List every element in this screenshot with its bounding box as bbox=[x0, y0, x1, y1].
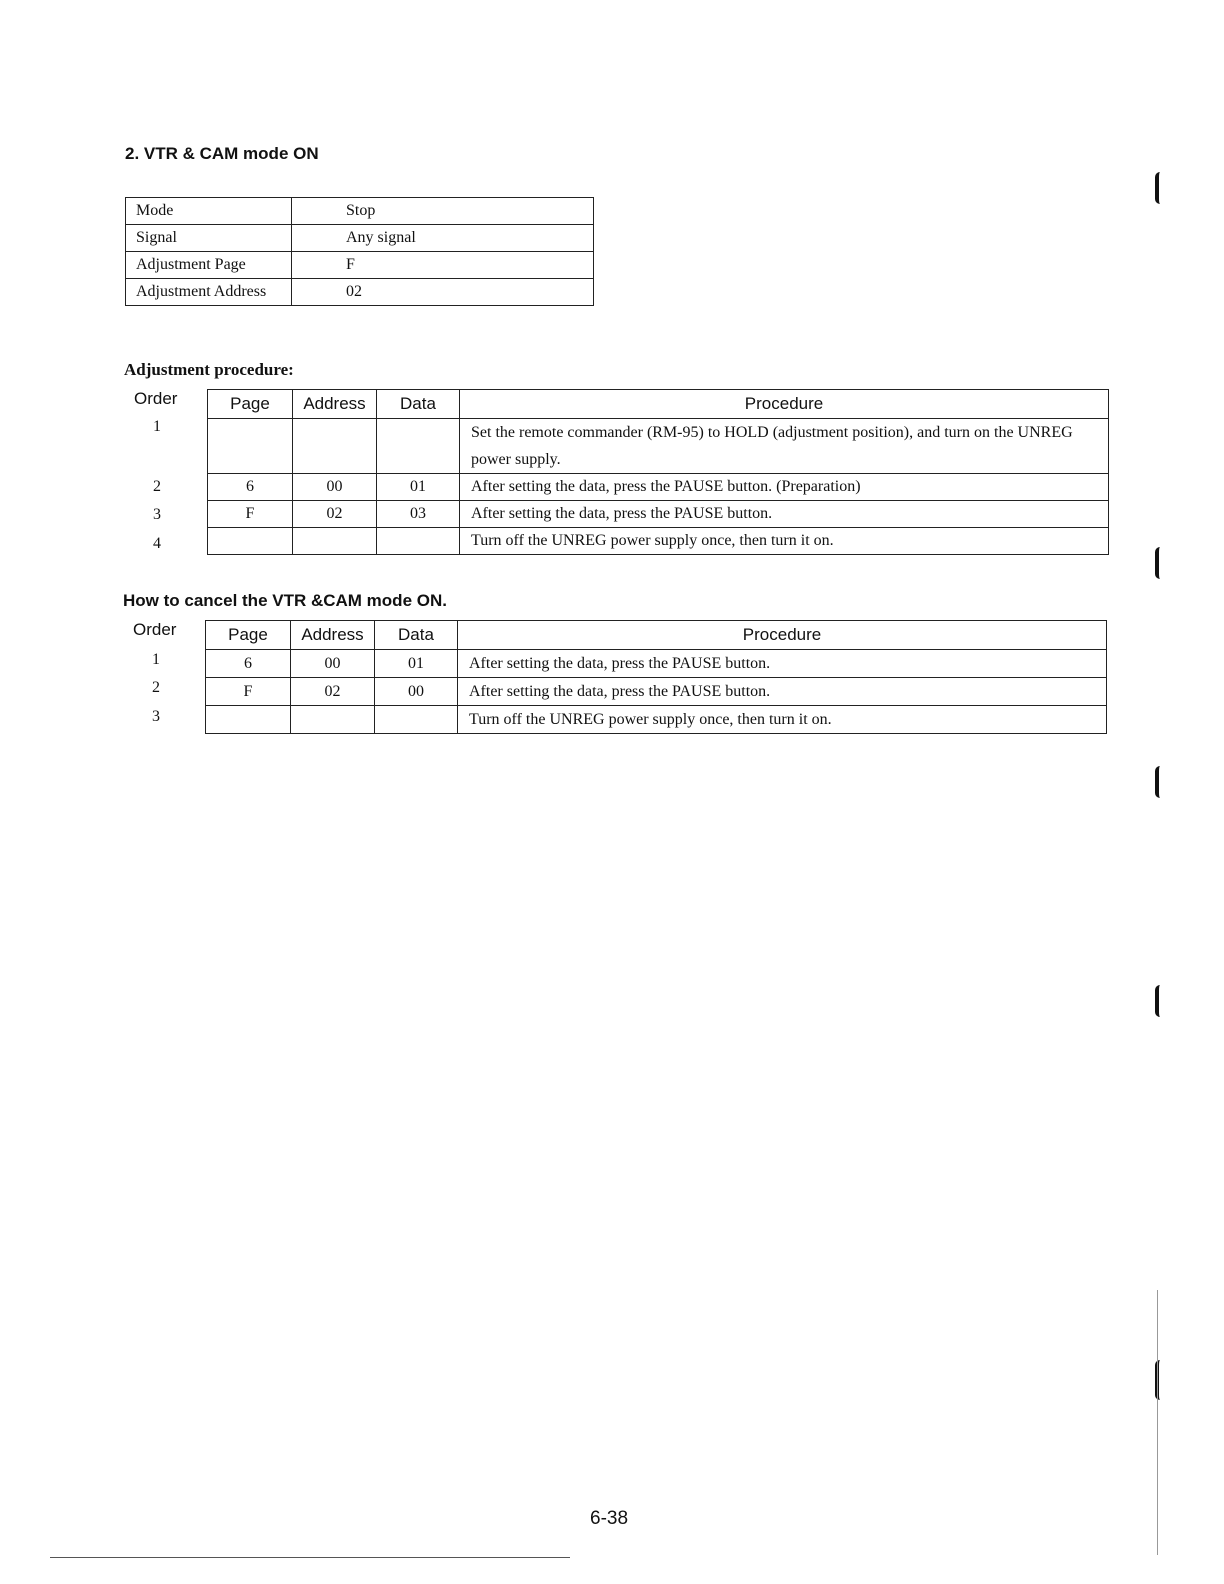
cell-address bbox=[293, 528, 377, 555]
col-header-procedure: Procedure bbox=[460, 390, 1109, 419]
order-number: 1 bbox=[152, 651, 160, 668]
table-header-row bbox=[208, 390, 1109, 419]
cell-procedure: After setting the data, press the PAUSE button. (Preparation) bbox=[460, 474, 1109, 501]
table-header-row bbox=[206, 621, 1107, 650]
cell-procedure: After setting the data, press the PAUSE button. bbox=[458, 678, 1107, 706]
order-number: 3 bbox=[153, 506, 161, 523]
col-header-data: Data bbox=[375, 621, 458, 650]
table-row bbox=[126, 225, 594, 252]
table-row bbox=[208, 501, 1109, 528]
cell-data: 01 bbox=[377, 474, 460, 501]
cell-page bbox=[206, 706, 291, 734]
section-title: 2. VTR & CAM mode ON bbox=[125, 144, 319, 163]
table-row bbox=[206, 706, 1107, 734]
col-header-page: Page bbox=[208, 390, 293, 419]
adjustment-address-value: 02 bbox=[292, 279, 594, 306]
cell-page: 6 bbox=[206, 650, 291, 678]
cancel-procedure-table bbox=[205, 620, 1107, 734]
cell-procedure: Turn off the UNREG power supply once, then turn it on. bbox=[458, 706, 1107, 734]
adjustment-procedure-table bbox=[207, 389, 1109, 555]
cell-data: 01 bbox=[375, 650, 458, 678]
col-header-procedure: Procedure bbox=[458, 621, 1107, 650]
col-header-data: Data bbox=[377, 390, 460, 419]
binder-hole-mark bbox=[1155, 547, 1164, 579]
adjustment-procedure-heading: Adjustment procedure: bbox=[124, 360, 294, 379]
cell-page: F bbox=[208, 501, 293, 528]
table-row bbox=[126, 198, 594, 225]
order-label: Order bbox=[134, 389, 178, 408]
cell-procedure: After setting the data, press the PAUSE button. bbox=[460, 501, 1109, 528]
cell-address bbox=[293, 419, 377, 474]
mode-key: Mode bbox=[126, 198, 292, 225]
col-header-address: Address bbox=[291, 621, 375, 650]
table-row bbox=[126, 252, 594, 279]
adjustment-page-key: Adjustment Page bbox=[126, 252, 292, 279]
cell-data bbox=[377, 419, 460, 474]
mode-value: Stop bbox=[292, 198, 594, 225]
cell-data bbox=[375, 706, 458, 734]
adjustment-page-value: F bbox=[292, 252, 594, 279]
cancel-heading: How to cancel the VTR &CAM mode ON. bbox=[123, 591, 447, 610]
cell-data: 03 bbox=[377, 501, 460, 528]
cell-address: 02 bbox=[291, 678, 375, 706]
scan-bottom-line bbox=[50, 1557, 570, 1558]
cell-page: F bbox=[206, 678, 291, 706]
table-row bbox=[206, 650, 1107, 678]
table-row bbox=[208, 474, 1109, 501]
binder-hole-mark bbox=[1155, 985, 1164, 1017]
cell-procedure: After setting the data, press the PAUSE button. bbox=[458, 650, 1107, 678]
order-number: 2 bbox=[153, 478, 161, 495]
cell-address bbox=[291, 706, 375, 734]
cell-procedure: Set the remote commander (RM-95) to HOLD (adjustment position), and turn on the UNREG power supply. bbox=[460, 419, 1109, 474]
cell-page bbox=[208, 528, 293, 555]
page-number: 6-38 bbox=[590, 1508, 629, 1529]
table-row bbox=[208, 528, 1109, 555]
cell-address: 02 bbox=[293, 501, 377, 528]
scan-edge-line bbox=[1157, 1290, 1158, 1555]
cell-data: 00 bbox=[375, 678, 458, 706]
signal-value: Any signal bbox=[292, 225, 594, 252]
order-label: Order bbox=[133, 620, 177, 639]
cell-procedure: Turn off the UNREG power supply once, then turn it on. bbox=[460, 528, 1109, 555]
binder-hole-mark bbox=[1155, 172, 1164, 204]
adjustment-address-key: Adjustment Address bbox=[126, 279, 292, 306]
table-row bbox=[206, 678, 1107, 706]
order-number: 4 bbox=[153, 535, 161, 552]
order-number: 2 bbox=[152, 679, 160, 696]
table-row bbox=[126, 279, 594, 306]
col-header-page: Page bbox=[206, 621, 291, 650]
cell-data bbox=[377, 528, 460, 555]
signal-key: Signal bbox=[126, 225, 292, 252]
mode-settings-table bbox=[125, 197, 594, 306]
table-row bbox=[208, 419, 1109, 474]
binder-hole-mark bbox=[1155, 766, 1164, 798]
order-number: 3 bbox=[152, 708, 160, 725]
cell-page: 6 bbox=[208, 474, 293, 501]
cell-address: 00 bbox=[293, 474, 377, 501]
order-number: 1 bbox=[153, 418, 161, 435]
cell-page bbox=[208, 419, 293, 474]
cell-address: 00 bbox=[291, 650, 375, 678]
col-header-address: Address bbox=[293, 390, 377, 419]
